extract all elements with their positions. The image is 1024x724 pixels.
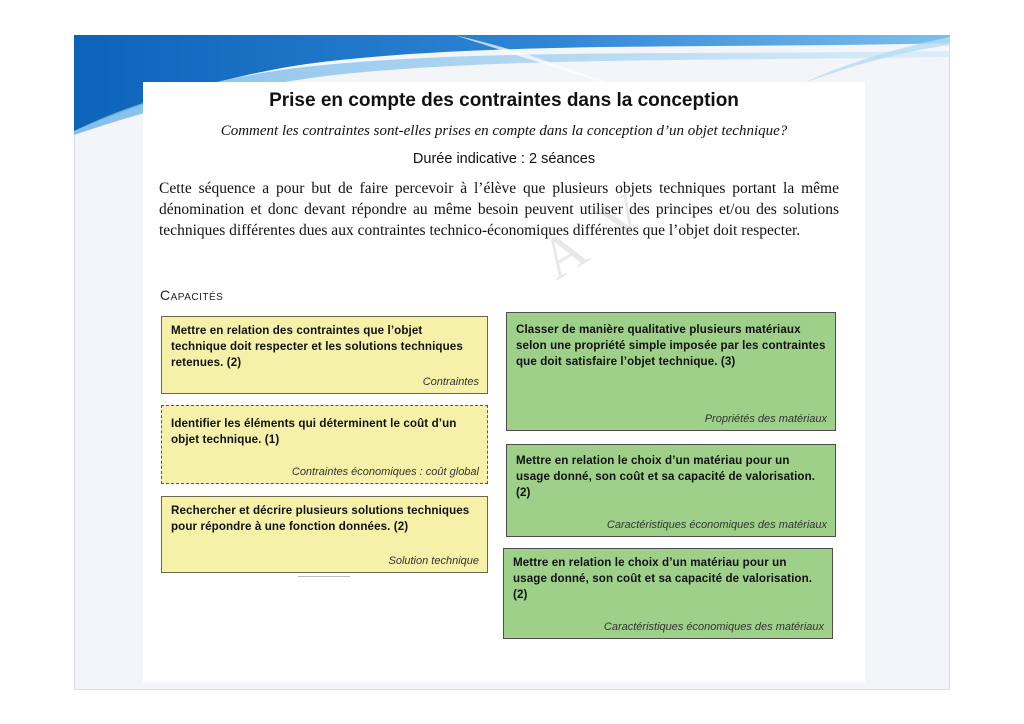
capacity-card-contraintes-economiques <box>161 405 488 484</box>
capacity-card-solution-technique <box>161 496 488 573</box>
capacities-heading: Capacités <box>160 287 224 303</box>
duration-label: Durée indicative : 2 séances <box>412 151 596 167</box>
capacity-card-caracteristiques-economiques-1 <box>506 444 836 537</box>
capacity-text: Mettre en relation le choix d’un matériau pour un usage donné, son coût et sa capacité de valorisation. (2) <box>516 454 816 499</box>
watermark: A V <box>528 174 664 292</box>
capacity-text: Classer de manière qualitative plusieurs matériaux selon une propriété simple imposée par les contraintes que doit satisfaire l’objet technique. (3) <box>516 323 826 368</box>
capacity-card-contraintes <box>161 316 488 394</box>
capacity-tag: Caractéristiques économiques des matériaux <box>603 621 824 633</box>
slide-title: Prise en compte des contraintes dans la conception <box>269 90 739 111</box>
capacity-text: Mettre en relation le choix d’un matériau pour un usage donné, son coût et sa capacité de valorisation. (2) <box>513 556 813 601</box>
capacity-tag: Propriétés des matériaux <box>704 413 827 425</box>
capacity-tag: Contraintes <box>422 376 479 388</box>
capacity-tag: Caractéristiques économiques des matériaux <box>606 519 827 531</box>
guiding-question: Comment les contraintes sont-elles prises en compte dans la conception d’un objet technique? <box>220 123 788 139</box>
capacity-text: Mettre en relation des contraintes que l’objet technique doit respecter et les solutions techniques retenues. (2) <box>171 324 463 369</box>
capacity-tag: Solution technique <box>388 555 479 567</box>
capacity-text: Identifier les éléments qui déterminent le coût d’un objet technique. (1) <box>171 417 457 446</box>
intro-paragraph: Cette séquence a pour but de faire percevoir à l’élève que plusieurs objets techniques portant la même dénomination et donc devant répondre au même besoin peuvent utiliser des principes et/ou des solutions techniques différentes dues aux contraintes technico-économiques différentes que l’objet doit respecter. <box>159 180 839 239</box>
decorative-underline <box>298 576 350 577</box>
capacity-text: Rechercher et décrire plusieurs solutions techniques pour répondre à une fonction données. (2) <box>171 504 470 533</box>
capacity-card-caracteristiques-economiques-2 <box>503 548 833 639</box>
capacity-card-proprietes-materiaux <box>506 312 836 431</box>
capacity-tag: Contraintes économiques : coût global <box>291 466 479 478</box>
